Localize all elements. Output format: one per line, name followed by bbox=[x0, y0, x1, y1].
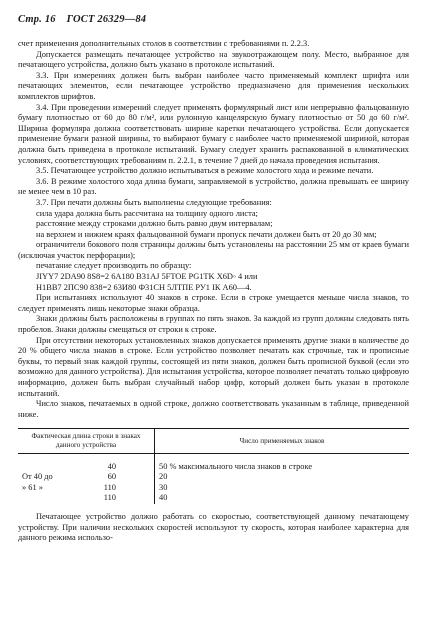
table-header-char-count: Число применяемых знаков bbox=[155, 429, 410, 453]
table-header-row bbox=[18, 429, 409, 453]
length-value: 110 bbox=[103, 482, 116, 492]
standard-code: ГОСТ 26329—84 bbox=[66, 14, 147, 25]
paragraph: 3.6. В режиме холостого хода длина бумаги, заправляемой в устройство, должна превышать ее ширину не менее чем в 10 раз. bbox=[18, 176, 409, 197]
range-label: От 40 до bbox=[22, 472, 53, 482]
paragraph: Знаки должны быть расположены в группах по пять знаков. За каждой из групп должны следовать пять пробелов. Знаки должны смещаться от строки к строке. bbox=[18, 314, 409, 335]
char-count-cell: 20 bbox=[159, 472, 168, 482]
table-row bbox=[18, 453, 409, 472]
paragraph: ограничители бокового поля страницы должны быть установлены на расстоянии 25 мм от краев бумаги (исключая участок перфорации); bbox=[18, 240, 409, 260]
char-count-cell: 40 bbox=[159, 493, 168, 503]
paragraph: на верхнем и нижнем краях фальцованной бумаги пропуск печати должен быть от 20 до 30 мм; bbox=[36, 229, 377, 239]
paragraph: H1BB7 2ПС90 838=2 63И80 Ф31СН 5ЛТПЕ РУ1 IК А60—4. bbox=[36, 282, 252, 292]
paragraph: 3.5. Печатающее устройство должно испытываться в режиме холостого хода и режиме печати. bbox=[36, 166, 374, 176]
table-row bbox=[18, 483, 409, 494]
paragraph: Число знаков, печатаемых в одной строке, должно соответствовать указанным в таблице, приведенной ниже. bbox=[18, 399, 409, 419]
paragraph: 3.3. При измерениях должен быть выбран наиболее часто применяемый комплект шрифта или печатающих элементов, если печатающее устройство предназначено для применения нескольких комплектов шрифтов. bbox=[18, 70, 409, 101]
paragraph: JIYY7 2DA90 8S8=2 6A180 B31AJ 5FTOE PG1TK X6D◦ 4 или bbox=[36, 272, 258, 282]
paragraph: сила удара должна быть рассчитана на толщину одного листа; bbox=[36, 208, 258, 218]
char-count-cell: 30 bbox=[159, 482, 168, 492]
paragraph: Допускается размещать печатающее устройство на звукоотражающем полу. Место, выбранное для печатающего устройства, должно быть указано в протоколе испытаний. bbox=[18, 49, 409, 70]
line-length-cell bbox=[18, 483, 155, 494]
line-length-cell bbox=[18, 453, 155, 472]
paragraph: При испытаниях используют 40 знаков в строке. Если в строке умещается меньше числа знаков, то следует применять лишь некоторые знаки образца. bbox=[18, 293, 409, 313]
length-value: 110 bbox=[103, 493, 116, 503]
paragraph: 3.7. При печати должны быть выполнены следующие требования: bbox=[36, 197, 272, 207]
length-value: 40 bbox=[107, 461, 116, 471]
closing-paragraph: Печатающее устройство должно работать со скоростью, соответствующей данному печатающему устройству. При наличии нескольких скоростей используют ту скорость, которая наиболее характерна для данного режима использо- bbox=[18, 511, 409, 543]
table-header-line-length: Фактическая длина строки в знаках данного устройства bbox=[18, 429, 155, 453]
length-value: 60 bbox=[107, 472, 116, 482]
line-length-cell bbox=[18, 472, 155, 483]
paragraph: При отсутствии некоторых установленных знаков допускается применять другие знаки в количестве до 20 % общего числа знаков в строке. Если устройство позволяет печатать как строчные, так и прописные буквы, то первый знак каждой группы, состоящей из пяти знаков, должен быть прописной буквой (если это возможно для данного устройства). Для испытания устройства, которое позволяет печатать только цифровую информацию, должен быть выбран случайный набор цифр, который должен быть указан в протоколе испытаний. bbox=[18, 335, 409, 398]
page-header bbox=[18, 14, 409, 25]
table-row bbox=[18, 493, 409, 504]
page-number: Стр. 16 bbox=[18, 14, 56, 25]
line-length-cell bbox=[18, 493, 155, 504]
paragraph: 3.4. При проведении измерений следует применять формулярный лист или непрерывно фальцованную бумагу плотностью от 60 до 80 г/м², или рулонную канцелярскую бумагу плотностью от 50 до 60 г/м². Ширина формуляра должна соответствовать ширине каретки печатающего устройства. Если допускается применение бумаги разной ширины, то выбирают бумагу с наиболее часто применяемой шириной, которая должна быть приведена в протоколе испытаний. Бумагу следует хранить распакованной в климатических условиях, соответствующих требованиям п. 2.2.1, в течение 7 дней до начала проведения испытания. bbox=[18, 102, 409, 165]
range-label: » 61 » bbox=[22, 482, 43, 492]
table-row bbox=[18, 472, 409, 483]
paragraph: расстояние между строками должно быть равно двум интервалам; bbox=[36, 219, 273, 229]
char-count-cell: 50 % максимального числа знаков в строке bbox=[159, 461, 313, 471]
body-text bbox=[18, 39, 409, 420]
paragraph: печатание следует производить по образцу: bbox=[36, 261, 192, 271]
characters-table bbox=[18, 428, 409, 504]
paragraph: счет применения дополнительных столов в соответствии с требованиями п. 2.2.3. bbox=[18, 39, 310, 48]
